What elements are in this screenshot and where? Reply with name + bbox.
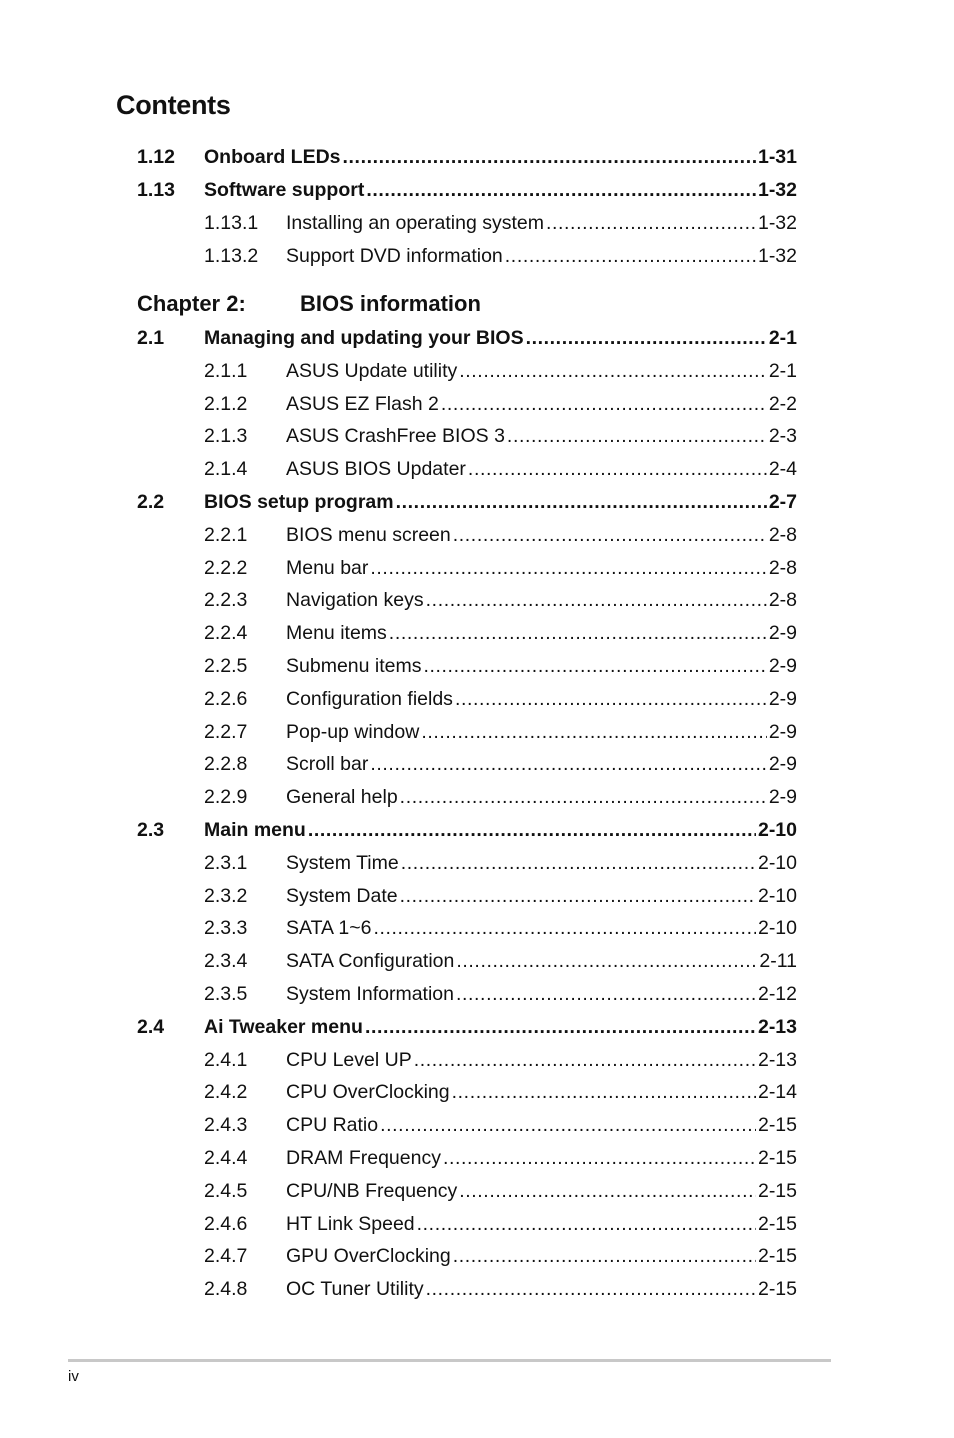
toc-entry-page: 2-15 (757, 1278, 797, 1301)
toc-leader-dots (421, 719, 766, 745)
toc-entry-title: Menu items (286, 622, 387, 645)
toc-entry-number: 2.2.6 (204, 687, 248, 710)
toc-entry[interactable] (0, 1014, 954, 1040)
toc-leader-dots (453, 1243, 756, 1269)
toc-entry-page: 2-9 (768, 720, 797, 743)
toc-entry-page: 2-8 (768, 523, 797, 546)
toc-leader-dots (389, 620, 767, 646)
toc-leader-dots (365, 1014, 756, 1040)
toc-entry-line (204, 144, 797, 170)
toc-entry-title: Managing and updating your BIOS (204, 327, 524, 349)
toc-entry-line (286, 784, 797, 810)
toc-entry[interactable] (0, 243, 954, 269)
toc-entry[interactable] (0, 653, 954, 679)
toc-entry-number: 2.3.1 (204, 851, 248, 874)
toc-entry-line (286, 522, 797, 548)
toc-entry-line (286, 1178, 797, 1204)
toc-leader-dots (400, 883, 756, 909)
toc-entry[interactable] (0, 1178, 954, 1204)
toc-leader-dots (426, 1276, 756, 1302)
toc-entry-page: 2-10 (757, 917, 797, 940)
toc-entry-page: 2-15 (757, 1147, 797, 1169)
toc-entry-title: Main menu (204, 819, 306, 841)
toc-entry[interactable] (0, 489, 954, 515)
toc-entry-number: 2.4 (137, 1015, 165, 1038)
toc-entry[interactable] (0, 456, 954, 482)
toc-entry-title: Installing an operating system (286, 212, 544, 234)
toc-entry-line (286, 1243, 797, 1269)
toc-entry-number: 2.1.4 (204, 458, 248, 481)
toc-entry-line (286, 555, 797, 581)
toc-entry-page: 2-14 (757, 1081, 797, 1104)
page-title: Contents (116, 90, 231, 120)
toc-entry-title: Scroll bar (286, 753, 369, 776)
toc-entry-number: 2.4.3 (204, 1114, 248, 1137)
toc-entry-title: Software support (204, 179, 365, 201)
toc-entry-number: 2.2.5 (204, 655, 248, 677)
toc-leader-dots (423, 653, 766, 679)
toc-leader-dots (459, 358, 767, 384)
toc-entry[interactable] (0, 391, 954, 417)
toc-entry-page: 2-10 (757, 819, 797, 841)
toc-entry-page: 2-3 (768, 425, 797, 448)
toc-entry-page: 2-10 (757, 851, 797, 874)
toc-entry[interactable] (0, 1145, 954, 1171)
toc-entry-title: Configuration fields (286, 687, 453, 710)
toc-entry-number: 2.3.3 (204, 917, 248, 940)
toc-entry-page: 1-32 (757, 179, 797, 201)
toc-entry-line (286, 948, 797, 974)
toc-entry-line (204, 177, 797, 203)
toc-leader-dots (366, 177, 756, 203)
toc-entry-title: ASUS BIOS Updater (286, 458, 466, 481)
page-number: iv (68, 1368, 79, 1385)
toc-entry[interactable] (0, 1079, 954, 1105)
toc-entry[interactable] (0, 1112, 954, 1138)
toc-entry-page: 2-13 (757, 1015, 797, 1038)
toc-entry[interactable] (0, 555, 954, 581)
toc-entry-page: 1-31 (757, 146, 797, 168)
toc-entry-number: 2.2.9 (204, 786, 248, 809)
toc-entry-line (286, 243, 797, 269)
toc-entry[interactable] (0, 686, 954, 712)
toc-entry-line (286, 883, 797, 909)
toc-entry-title: System Time (286, 851, 399, 874)
toc-entry-page: 1-32 (757, 212, 797, 234)
toc-entry-number: 2.1 (137, 327, 165, 349)
toc-entry-title: SATA Configuration (286, 950, 455, 973)
toc-entry-number: 2.2.4 (204, 622, 248, 645)
toc-leader-dots (456, 981, 756, 1007)
toc-entry[interactable] (0, 325, 954, 351)
toc-entry-line (286, 751, 797, 777)
toc-leader-dots (426, 587, 767, 613)
toc-leader-dots (401, 850, 756, 876)
toc-entry-title: GPU OverClocking (286, 1245, 451, 1268)
toc-entry-line (204, 1014, 797, 1040)
toc-entry-page: 2-12 (757, 983, 797, 1005)
toc-entry-title: Menu bar (286, 556, 369, 579)
toc-entry-number: 2.3.4 (204, 950, 248, 973)
chapter-number: Chapter 2: (137, 291, 246, 316)
toc-entry[interactable] (0, 817, 954, 843)
toc-entry-page: 2-15 (757, 1114, 797, 1137)
toc-entry-number: 2.3.2 (204, 884, 248, 907)
toc-entry[interactable] (0, 719, 954, 745)
toc-entry-title: System Date (286, 884, 398, 907)
toc-leader-dots (507, 423, 767, 449)
toc-entry-page: 2-2 (768, 392, 797, 415)
toc-leader-dots (370, 555, 766, 581)
toc-entry-title: General help (286, 786, 398, 809)
toc-entry-title: Onboard LEDs (204, 146, 341, 168)
toc-leader-dots (400, 784, 767, 810)
toc-entry-title: DRAM Frequency (286, 1147, 441, 1169)
toc-entry[interactable] (0, 144, 954, 170)
toc-leader-dots (546, 210, 756, 236)
toc-entry-page: 2-9 (768, 655, 797, 677)
toc-entry-number: 2.4.4 (204, 1147, 248, 1169)
toc-entry-line (286, 210, 797, 236)
toc-entry[interactable] (0, 850, 954, 876)
toc-entry-page: 2-9 (768, 622, 797, 645)
toc-entry-number: 2.2.2 (204, 556, 248, 579)
toc-entry[interactable] (0, 1276, 954, 1302)
toc-entry-page: 2-13 (757, 1048, 797, 1071)
toc-entry[interactable] (0, 948, 954, 974)
toc-leader-dots (452, 1079, 756, 1105)
toc-entry[interactable] (0, 522, 954, 548)
toc-entry-title: BIOS setup program (204, 491, 394, 513)
toc-entry-line (286, 653, 797, 679)
toc-leader-dots (308, 817, 756, 843)
footer-rule (68, 1359, 831, 1362)
toc-leader-dots (526, 325, 767, 351)
toc-entry-line (286, 686, 797, 712)
toc-entry-page: 2-8 (768, 589, 797, 612)
toc-entry-number: 1.12 (137, 146, 175, 168)
toc-leader-dots (380, 1112, 756, 1138)
toc-entry-title: CPU Level UP (286, 1048, 412, 1071)
toc-entry-line (204, 489, 797, 515)
toc-entry-page: 2-9 (768, 687, 797, 710)
toc-entry-title: Support DVD information (286, 245, 503, 267)
toc-leader-dots (468, 456, 767, 482)
toc-entry-page: 2-15 (757, 1212, 797, 1235)
toc-entry-title: HT Link Speed (286, 1212, 415, 1235)
toc-entry-line (286, 391, 797, 417)
toc-entry-page: 1-32 (757, 245, 797, 267)
toc-entry-line (204, 325, 797, 351)
toc-entry-number: 2.1.1 (204, 359, 248, 382)
toc-entry-number: 2.4.1 (204, 1048, 248, 1071)
toc-entry-number: 2.2.8 (204, 753, 248, 776)
toc-entry-number: 2.4.2 (204, 1081, 248, 1104)
toc-entry[interactable] (0, 358, 954, 384)
toc-leader-dots (396, 489, 767, 515)
toc-entry-title: Submenu items (286, 655, 422, 677)
toc-entry-line (286, 915, 797, 941)
toc-entry-number: 2.2.7 (204, 720, 248, 743)
toc-entry-line (204, 817, 797, 843)
toc-entry-title: OC Tuner Utility (286, 1278, 424, 1301)
toc-leader-dots (453, 522, 767, 548)
toc-entry-line (286, 719, 797, 745)
toc-entry-number: 2.2 (137, 491, 165, 513)
toc-entry-title: CPU Ratio (286, 1114, 379, 1137)
toc-entry-title: System Information (286, 983, 454, 1005)
toc-entry-number: 2.4.7 (204, 1245, 248, 1268)
toc-leader-dots (343, 144, 756, 170)
toc-entry-line (286, 1276, 797, 1302)
toc-entry-number: 2.1.2 (204, 392, 248, 415)
toc-entry-line (286, 981, 797, 1007)
toc-entry-title: ASUS EZ Flash 2 (286, 392, 439, 415)
toc-entry-title: ASUS CrashFree BIOS 3 (286, 425, 505, 448)
toc-entry-page: 2-1 (768, 327, 797, 349)
toc-entry[interactable] (0, 1243, 954, 1269)
toc-leader-dots (370, 751, 766, 777)
toc-entry[interactable] (0, 751, 954, 777)
toc-entry-title: ASUS Update utility (286, 359, 458, 382)
toc-entry-number: 2.4.8 (204, 1278, 248, 1301)
toc-entry-page: 2-4 (768, 458, 797, 481)
toc-entry-number: 2.4.5 (204, 1179, 248, 1202)
toc-entry-line (286, 1211, 797, 1237)
toc-entry[interactable] (0, 883, 954, 909)
toc-leader-dots (373, 915, 756, 941)
toc-entry-number: 1.13.1 (204, 212, 259, 234)
toc-entry-page: 2-15 (757, 1179, 797, 1202)
toc-entry-number: 2.3 (137, 819, 165, 841)
toc-entry-page: 2-11 (759, 950, 797, 973)
toc-entry[interactable] (0, 423, 954, 449)
toc-entry-title: Navigation keys (286, 589, 424, 612)
toc-entry[interactable] (0, 1047, 954, 1073)
toc-entry[interactable] (0, 210, 954, 236)
toc-entry-title: CPU OverClocking (286, 1081, 450, 1104)
toc-entry[interactable] (0, 587, 954, 613)
toc-leader-dots (456, 948, 757, 974)
toc-leader-dots (441, 391, 767, 417)
toc-entry-number: 1.13.2 (204, 245, 259, 267)
toc-entry-line (286, 587, 797, 613)
toc-entry-line (286, 1145, 797, 1171)
toc-entry-title: CPU/NB Frequency (286, 1179, 458, 1202)
toc-entry-number: 2.2.3 (204, 589, 248, 612)
toc-entry-line (286, 850, 797, 876)
toc-entry-number: 2.3.5 (204, 983, 248, 1005)
toc-entry[interactable] (0, 915, 954, 941)
toc-entry-page: 2-9 (768, 753, 797, 776)
toc-entry-line (286, 1079, 797, 1105)
chapter-title: BIOS information (300, 291, 481, 316)
toc-entry-page: 2-1 (768, 359, 797, 382)
toc-entry-title: BIOS menu screen (286, 523, 451, 546)
toc-leader-dots (459, 1178, 756, 1204)
toc-entry-line (286, 1112, 797, 1138)
toc-entry-page: 2-9 (768, 786, 797, 809)
toc-leader-dots (455, 686, 767, 712)
toc-leader-dots (414, 1047, 756, 1073)
toc-entry-page: 2-8 (768, 556, 797, 579)
toc-leader-dots (505, 243, 756, 269)
toc-entry-page: 2-10 (757, 884, 797, 907)
toc-entry-line (286, 456, 797, 482)
toc-entry[interactable] (0, 177, 954, 203)
toc-entry-number: 1.13 (137, 179, 175, 201)
toc-entry[interactable] (0, 1211, 954, 1237)
toc-leader-dots (443, 1145, 756, 1171)
toc-entry-number: 2.4.6 (204, 1212, 248, 1235)
toc-entry[interactable] (0, 981, 954, 1007)
toc-entry-line (286, 620, 797, 646)
toc-entry-title: Ai Tweaker menu (204, 1015, 363, 1038)
toc-entry[interactable] (0, 620, 954, 646)
toc-entry-title: SATA 1~6 (286, 917, 372, 940)
toc-entry-title: Pop-up window (286, 720, 420, 743)
toc-entry-line (286, 358, 797, 384)
toc-leader-dots (417, 1211, 756, 1237)
toc-entry-line (286, 423, 797, 449)
toc-entry-number: 2.1.3 (204, 425, 248, 448)
toc-entry-page: 2-7 (768, 491, 797, 513)
toc-entry-line (286, 1047, 797, 1073)
toc-entry[interactable] (0, 784, 954, 810)
toc-entry-page: 2-15 (757, 1245, 797, 1268)
toc-entry-number: 2.2.1 (204, 523, 248, 546)
